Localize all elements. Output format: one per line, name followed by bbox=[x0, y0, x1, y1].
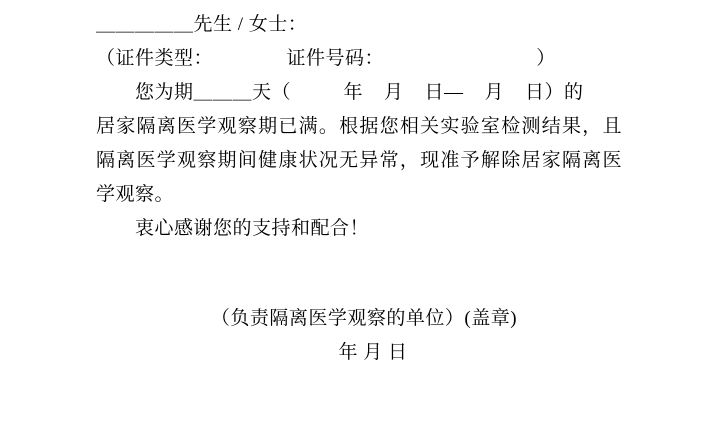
thanks-line: 衷心感谢您的支持和配合！ bbox=[96, 218, 370, 239]
body-line-2: 居家隔离医学观察期已满。根据您相关实验室检测结果，且 bbox=[96, 116, 622, 137]
signature-block bbox=[96, 302, 622, 370]
body-line-1: 您为期＿＿＿天（ 年 月 日— 月 日）的 bbox=[96, 82, 584, 103]
salutation-line: ＿＿＿＿＿先生 / 女士： bbox=[96, 14, 308, 35]
id-info-line: （证件类型： 证件号码： ） bbox=[96, 48, 556, 69]
signature-unit-line: （负责隔离医学观察的单位）(盖章) bbox=[210, 308, 518, 329]
body-line-3: 隔离医学观察期间健康状况无异常，现准予解除居家隔离医 bbox=[96, 150, 622, 171]
body-line-4: 学观察。 bbox=[96, 184, 175, 205]
signature-date-line: 年 月 日 bbox=[338, 342, 408, 363]
